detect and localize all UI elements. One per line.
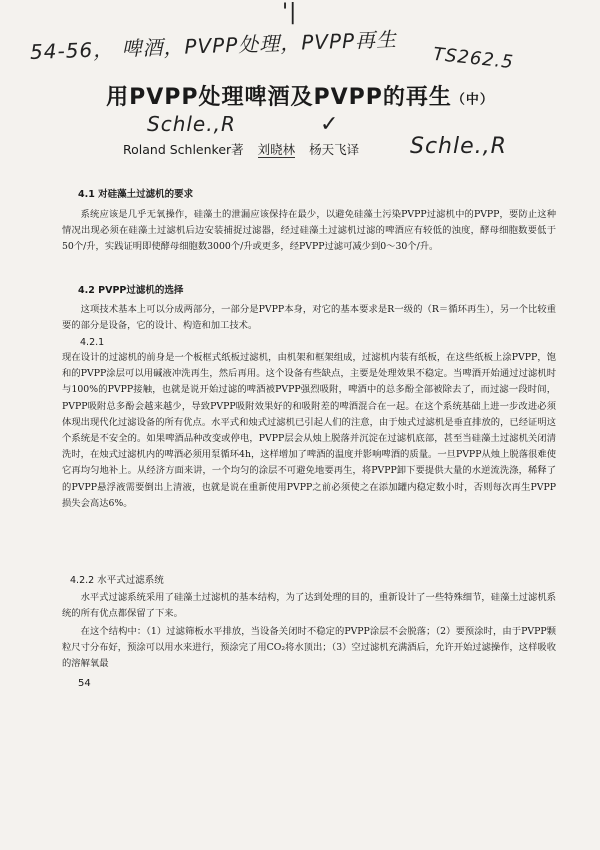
author-line: [123, 140, 369, 158]
section-body-4-2-2-a: 水平式过滤系统采用了硅藻土过滤机的基本结构，为了达到处理的目的，重新设计了一些特殊细节，硅藻土过滤机系统的所有优点都保留了下来。: [62, 592, 556, 620]
section-heading-4-2-2: 4.2.2 水平式过滤系统: [70, 575, 164, 586]
section-heading-4-1: 4.1 对硅藻土过滤机的要求: [78, 189, 194, 200]
handwritten-check-mark: ✓: [320, 112, 340, 137]
section-body-4-2-2-b: 在这个结构中：（1）过滤筛板水平排放，当设备关闭时不稳定的PVPP涂层不会脱落；（2）要预涂时，由于PVPP颗粒尺寸分布好，预涂可以用水来进行，预涂完了用CO₂将水顶出；（3）空过滤机充满酒后，允许开始过滤操作，这样吸收的溶解氧最: [62, 626, 556, 670]
handwritten-tick-mark: '|: [282, 0, 298, 25]
title-main: 用PVPP处理啤酒及PVPP的再生: [106, 85, 452, 110]
article-title: [0, 80, 600, 111]
section-body-4-1: 系统应该是几乎无氧操作，硅藻土的泄漏应该保持在最少，以避免硅藻土污染PVPP过滤机中的PVPP，要防止这种情况出现必须在硅藻土过滤机后边安装捕捉过滤器，经过硅藻土过滤机过滤的啤酒应有较低的浊度，酵母细胞数要低于50个/升，实践证明即使酵母细胞数3000个/升或更多，经PVPP过滤可减少到0～30个/升。: [62, 209, 556, 253]
handwritten-classification-code: TS262.5: [432, 43, 515, 74]
translator-1: 刘晓林: [257, 142, 296, 157]
original-author: Roland Schlenker著: [123, 142, 244, 157]
section-body-4-2: 这项技术基本上可以分成两部分，一部分是PVPP本身，对它的基本要求是R一级的（R＝循环再生），另一个比较重要的部分是设备，它的设计、构造和加工技术。: [62, 304, 556, 332]
page-number: 54: [78, 678, 91, 689]
translator-2: 杨天飞译: [309, 142, 360, 157]
handwritten-keywords: 54-56， 啤酒，PVPP处理，PVPP再生: [29, 27, 398, 64]
handwritten-author-note: Schle.,R: [147, 112, 236, 136]
title-part: （中）: [451, 92, 494, 108]
section-body-4-2-1: 现在设计的过滤机的前身是一个板框式纸板过滤机，由机架和框架组成，过滤机内装有纸板，在这些纸板上涂PVPP，饱和的PVPP涂层可以用碱液冲洗再生，然后再用。这个设备有些缺点，主要是处理效果不稳定。当啤酒开始通过过滤机时与100%的PVPP接触，也就是说开始过滤的啤酒被PVPP强烈吸附，啤酒中的总多酚全部被除去了，而过滤一段时间，PVPP吸附总多酚会越来越少，导致PVPP吸附效果好的和吸附差的啤酒混合在一起。在这个系统基础上进一步改进必须体现出现代化过滤设备的所有优点。水平式和烛式过滤机已引起人们的注意，由于烛式过滤机是垂直排放的，已经证明这个系统是不安全的。如果啤酒品种改变或停电，PVPP层会从烛上脱落并沉淀在过滤机底部，甚至当硅藻土过滤机关闭清洗时，在烛式过滤机内的啤酒必须用泵循环4h，这样增加了啤酒的温度并影响啤酒的质量。一旦PVPP从烛上脱落很难使它再均匀地补上。从经济方面来讲，一个均匀的涂层不可避免地要再生，将PVPP卸下要提供大量的水逆流洗涤，稀释了的PVPP悬浮液需要倒出上清液，也就是说在重新使用PVPP之前必须使之在添加罐内稳定数小时，否则每次再生PVPP损失会高达6%。: [62, 352, 556, 509]
section-heading-4-2: 4.2 PVPP过滤机的选择: [78, 285, 184, 296]
handwritten-author-note-right: Schle.,R: [410, 134, 507, 159]
section-heading-4-2-1: 4.2.1: [80, 337, 105, 348]
